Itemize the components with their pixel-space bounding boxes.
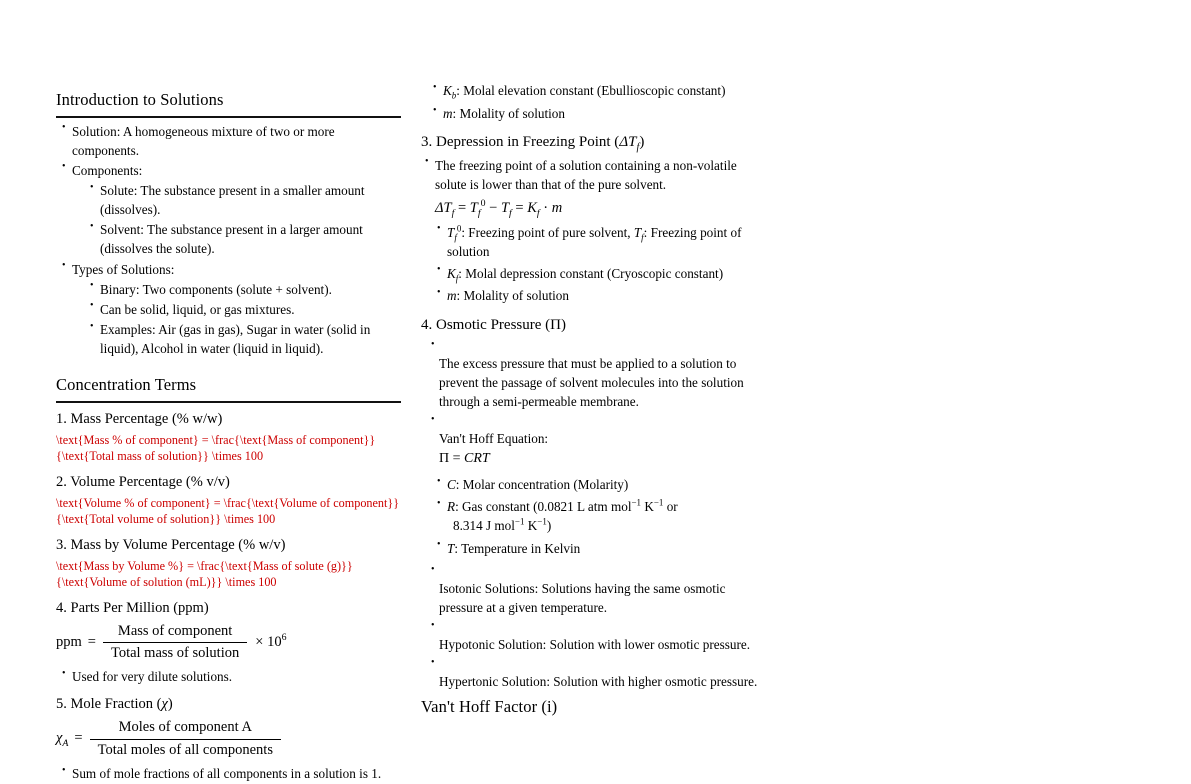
list-item [431, 341, 771, 411]
vant-hoff-terms-list [437, 475, 771, 558]
term-5-title-prefix: 5. Mole Fraction ( [56, 696, 162, 713]
kb-symbol: K [443, 83, 452, 98]
mole-fraction-note-list [62, 764, 401, 783]
bullet-text: Examples: Air (gas in gas), Sugar in water (solid in liquid), Alcohol in water (liquid in liquid). [100, 322, 371, 357]
bullet-text: : Molality of solution [452, 106, 565, 122]
list-item [437, 475, 771, 494]
mol-exponent-1: −1 [631, 497, 642, 508]
list-item [433, 104, 771, 123]
bullet-text: • Hypertonic Solution: Solution with higher osmotic pressure. [439, 674, 758, 690]
mol-exponent-2: −1 [514, 517, 525, 528]
ppm-lhs: ppm [56, 634, 82, 651]
tf-symbol: T [500, 200, 510, 217]
bullet-text: • Hypotonic Solution: Solution with lower osmotic pressure. [439, 636, 750, 652]
list-item [62, 764, 401, 783]
bullet-text: Used for very dilute solutions. [72, 669, 233, 684]
list-item [433, 81, 771, 100]
bullet-text: Solvent: The substance present in a larger amount (dissolves the solute). [100, 222, 363, 257]
kelvin-exponent-2: −1 [537, 517, 547, 528]
mole-fraction-equals: = [74, 730, 83, 747]
list-item [90, 220, 401, 258]
kelvin-unit: K [641, 499, 654, 515]
ppm-exponent-base: 10 [267, 634, 282, 651]
list-item [437, 286, 771, 305]
list-item [62, 161, 401, 259]
bullet-text: : Molal depression constant (Cryoscopic constant) [458, 265, 724, 281]
delta-tf-symbol: ΔT [435, 200, 452, 217]
freezing-point-terms-list [437, 223, 771, 306]
bullet-text: Solution: A homogeneous mixture of two or more components. [72, 123, 335, 158]
intro-bullet-list [62, 122, 401, 359]
heading-prefix: 3. Depression in Freezing Point ( [421, 134, 620, 151]
tonicity-list [423, 566, 771, 692]
list-item [431, 566, 771, 617]
bullet-text: • The excess pressure that must be applied to a solution to prevent the passage of solvent molecules into the solution through a semi-permeable membrane. [439, 355, 744, 409]
kelvin-unit-2: K [524, 518, 538, 534]
osmotic-pressure-list [423, 341, 771, 469]
tf-subscript: f [641, 232, 644, 243]
molality-symbol: m [443, 106, 453, 122]
boiling-point-constants-list [433, 81, 771, 123]
molality-symbol: m [551, 200, 563, 217]
bullet-text: • Isotonic Solutions: Solutions having the same osmotic pressure at a given temperature. [439, 580, 726, 615]
freezing-point-depression-equation [435, 199, 771, 219]
bullet-text: : Molar concentration (Molarity) [455, 477, 629, 493]
term-1-title: 1. Mass Percentage (% w/w) [56, 410, 223, 427]
heading-vant-hoff-factor: Van't Hoff Factor (i) [421, 697, 558, 717]
tf0-subscript: f [454, 232, 457, 243]
times-symbol: × [255, 634, 264, 651]
bullet-text-2: : Freezing point of solution [447, 224, 742, 259]
list-item [90, 300, 401, 319]
term-3-latex-source: \text{Mass by Volume %} = \frac{\text{Mass of solute (g)}}{\text{Volume of solution (mL)}} \times 100 [56, 558, 353, 589]
tf0-symbol: T [447, 224, 455, 240]
list-item [437, 223, 771, 261]
t0-subscript: f [477, 207, 481, 219]
mole-fraction-numerator: Moles of component A [90, 718, 281, 740]
list-item [62, 667, 401, 686]
list-item [431, 416, 771, 469]
term-1-latex-source: \text{Mass % of component} = \frac{\text{Mass of component}}{\text{Total mass of solution}} \times 100 [56, 432, 376, 463]
mole-fraction-lhs [56, 729, 74, 749]
kf-subscript: f [455, 273, 459, 284]
minus-sign: − [489, 200, 498, 217]
delta-t-subscript: f [636, 142, 640, 154]
chi-symbol: χ [161, 696, 168, 713]
tf-symbol: T [633, 224, 642, 240]
list-item [62, 260, 401, 359]
list-item [437, 497, 771, 535]
kb-subscript: b [451, 90, 457, 101]
types-sublist [90, 280, 401, 359]
r-value-si: 8.314 J mol [453, 518, 515, 534]
ppm-multiplier [247, 633, 286, 653]
bullet-text: The freezing point of a solution containing a non-volatile solute is lower than that of the pure solvent. [435, 157, 737, 192]
ppm-numerator: Mass of component [103, 622, 247, 644]
list-item [90, 181, 401, 219]
heading-introduction-to-solutions: Introduction to Solutions [56, 90, 401, 118]
bullet-text: : Temperature in Kelvin [454, 540, 581, 556]
pi-symbol: Π [439, 451, 450, 467]
list-item [425, 156, 771, 194]
ppm-fraction [103, 622, 247, 664]
equals-sign: = [452, 451, 461, 467]
bullet-text: Can be solid, liquid, or gas mixtures. [100, 301, 295, 317]
kf-symbol: K [447, 265, 456, 281]
c-symbol: C [447, 477, 456, 493]
bullet-text: : Molality of solution [456, 288, 569, 304]
kelvin-exponent-1: −1 [653, 497, 664, 508]
list-item [62, 122, 401, 160]
mole-fraction-fraction [90, 718, 281, 760]
t0-superscript: 0 [480, 198, 486, 210]
t-symbol: T [447, 540, 455, 556]
bullet-text: Solute: The substance present in a smaller amount (dissolves). [100, 183, 365, 218]
term-5-title [56, 695, 401, 714]
tf0-superscript: 0 [456, 223, 462, 234]
list-item [90, 320, 401, 358]
bullet-text: Sum of mole fractions of all components in a solution is 1. [72, 766, 382, 782]
or-text: or [663, 499, 678, 515]
vant-hoff-equation [431, 450, 771, 469]
molality-symbol: m [447, 288, 457, 304]
term-4-title: 4. Parts Per Million (ppm) [56, 600, 209, 617]
list-item [437, 264, 771, 283]
tf-subscript: f [509, 207, 512, 219]
t0-symbol: T [469, 200, 478, 217]
bullet-text: : Gas constant (0.0821 L atm mol [455, 499, 632, 515]
ppm-equals: = [87, 634, 96, 651]
bullet-text: : Freezing point of pure solvent, [461, 224, 634, 240]
mole-fraction-formula [56, 718, 401, 760]
kf-symbol: K [527, 200, 537, 217]
vant-hoff-equation-label: • Van't Hoff Equation: [439, 431, 549, 447]
heading-osmotic-pressure: 4. Osmotic Pressure (Π) [421, 317, 566, 334]
term-5-title-suffix: ) [167, 696, 173, 713]
ppm-formula [56, 622, 401, 664]
chi-symbol: χ [56, 730, 63, 747]
bullet-text: : Molal elevation constant (Ebullioscopic constant) [456, 83, 726, 98]
chi-subscript: A [62, 738, 69, 750]
list-item [431, 659, 771, 691]
left-column [56, 90, 401, 784]
bullet-text: Components: [72, 162, 143, 178]
delta-t-symbol: ΔT [619, 134, 637, 151]
ppm-note-list [62, 667, 401, 686]
list-item [90, 280, 401, 299]
term-2-latex-source: \text{Volume % of component} = \frac{\text{Volume of component}}{\text{Total volume of solution}} \times 100 [56, 495, 400, 526]
list-item [437, 539, 771, 558]
r-symbol: R [447, 499, 456, 515]
bullet-text: Types of Solutions: [72, 261, 175, 277]
heading-concentration-terms: Concentration Terms [56, 375, 401, 403]
kf-subscript: f [536, 207, 540, 219]
freezing-point-bullet-list [425, 156, 771, 194]
ppm-exponent: 6 [281, 632, 287, 644]
heading-depression-freezing-point [421, 133, 771, 153]
equals-sign-2: = [515, 200, 524, 217]
ppm-denominator: Total mass of solution [110, 645, 240, 662]
bullet-text: Binary: Two components (solute + solvent). [100, 281, 332, 297]
close-paren: ) [546, 518, 552, 534]
list-item [431, 622, 771, 654]
heading-suffix: ) [639, 134, 645, 151]
dot-operator: · [543, 200, 549, 217]
components-sublist [90, 181, 401, 259]
term-2-title: 2. Volume Percentage (% v/v) [56, 473, 230, 490]
equals-sign: = [457, 200, 467, 217]
delta-tf-subscript: f [451, 207, 455, 219]
crt-expression: CRT [464, 451, 490, 467]
term-3-title: 3. Mass by Volume Percentage (% w/v) [56, 537, 286, 553]
mole-fraction-denominator: Total moles of all components [97, 741, 273, 758]
